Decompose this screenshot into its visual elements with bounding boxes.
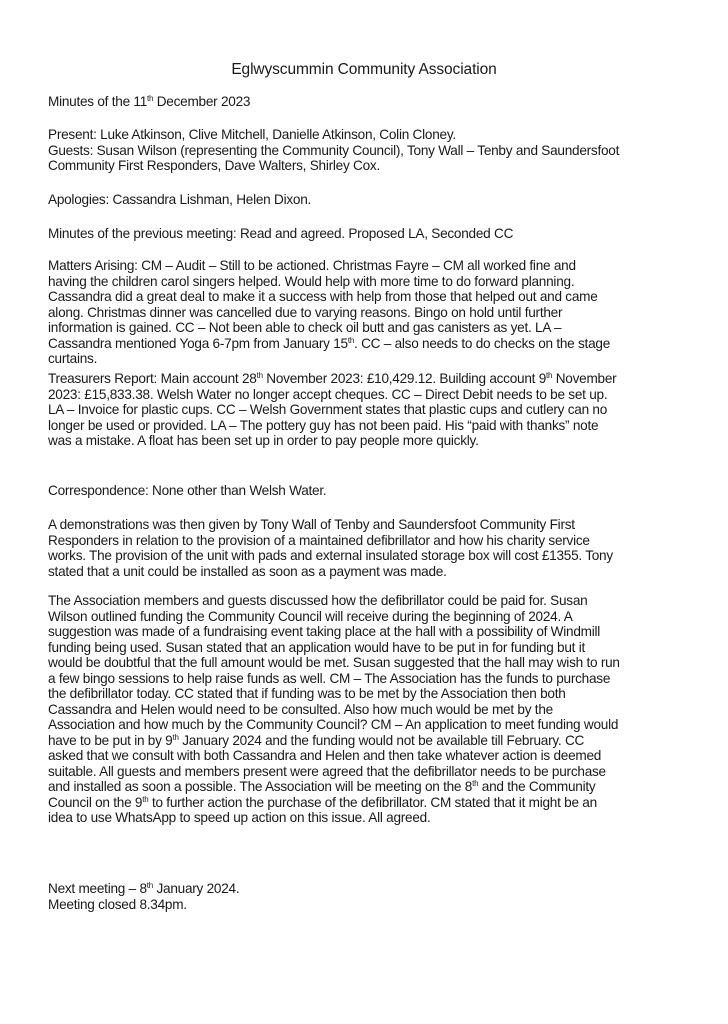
minutes-date-text: Minutes of the 11 [48, 94, 148, 109]
ordinal-suffix: th [347, 335, 355, 345]
paragraph-line: LA – Invoice for plastic cups. CC – Welsh Government states that plastic cups and cutlery can no [48, 402, 608, 417]
paragraph-line: would be doubtful that the full amount would be met. Susan suggested that the hall may wish to run [48, 655, 620, 670]
text: January 2024 and the funding would not be available till February. CC [178, 732, 585, 748]
paragraph-line: 2023: £15,833.38. Welsh Water no longer accept cheques. CC – Direct Debit needs to be set up. [48, 386, 608, 402]
text: have to be put in by 9 [48, 732, 173, 748]
previous-minutes-line: Minutes of the previous meeting: Read and agreed. Proposed LA, Seconded CC [48, 226, 514, 241]
demonstration-section [48, 517, 693, 579]
text: Cassandra mentioned Yoga 6-7pm from January 15 [48, 335, 348, 351]
paragraph-line: Matters Arising: CM – Audit – Still to be actioned. Christmas Fayre – CM all worked fine and [48, 258, 576, 273]
text: and installed as soon a possible. The Association will be meeting on the 8 [48, 779, 473, 794]
apologies-line: Apologies: Cassandra Lishman, Helen Dixon. [48, 192, 312, 207]
ordinal-suffix: th [546, 371, 553, 380]
paragraph-line: works. The provision of the unit with pads and external insulated storage box will cost £1355. Tony [48, 548, 613, 563]
ordinal-suffix: th [142, 794, 149, 804]
paragraph-line: longer be used or provided. LA – The pottery guy has not been paid. His “paid with thanks” note [48, 417, 599, 433]
paragraph-line: Association and how much by the Community Council? CM – An application to meet funding would [48, 717, 619, 732]
paragraph-line: The Association members and guests discussed how the defibrillator could be paid for. Susan [48, 593, 588, 608]
paragraph-line: information is gained. CC – Not been able to check oil butt and gas canisters as yet. LA – [48, 320, 562, 335]
paragraph-line: Cassandra and Helen would need to be consulted. Also how much would be met by the [48, 701, 553, 717]
present-line: Present: Luke Atkinson, Clive Mitchell, Danielle Atkinson, Colin Cloney. [48, 127, 456, 142]
text: Council on the 9 [48, 794, 143, 810]
minutes-date-text: December 2023 [153, 94, 251, 109]
paragraph-line [48, 733, 693, 749]
text: Treasurers Report: Main account 28 [48, 371, 257, 386]
paragraph-line: curtains. [48, 351, 98, 366]
paragraph-line: Cassandra did a great deal to make it a success with help from those that helped out and came [48, 289, 598, 304]
meeting-closed-line: Meeting closed 8.34pm. [48, 896, 187, 912]
paragraph-line [48, 371, 693, 387]
text: Next meeting – 8 [48, 881, 147, 896]
text: November [552, 371, 617, 386]
paragraph-line [48, 779, 693, 795]
ordinal-suffix: th [172, 732, 179, 742]
paragraph-line [48, 795, 693, 811]
paragraph-line: suggestion was made of a fundraising event taking place at the hall with a possibility of Windmill [48, 624, 601, 639]
matters-arising-section [48, 258, 693, 367]
paragraph-line: Wilson outlined funding the Community Council will receive during the beginning of 2024. A [48, 608, 573, 624]
paragraph-line: the defibrillator today. CC stated that if funding was to be met by the Association then both [48, 686, 566, 701]
paragraph-line: along. Christmas dinner was cancelled due to varying reasons. Bingo on hold until further [48, 304, 563, 320]
text: November 2023: £10,429.12. Building account 9 [262, 371, 547, 386]
text: and the Community [478, 779, 596, 794]
paragraph-line: asked that we consult with both Cassandra and Helen and then take whatever action is deemed [48, 748, 602, 763]
minutes-date [48, 94, 693, 110]
attendees-section [48, 127, 693, 174]
guests-line: Guests: Susan Wilson (representing the Community Council), Tony Wall – Tenby and Saundersfoot [48, 142, 620, 158]
treasurers-report-section [48, 371, 693, 449]
paragraph-line: a few bingo sessions to help raise funds as well. CM – The Association has the funds to purchase [48, 670, 611, 686]
next-meeting-line [48, 881, 693, 897]
guests-line: Community First Responders, Dave Walters, Shirley Cox. [48, 158, 380, 173]
document-title: Eglwyscummin Community Association [231, 61, 497, 78]
paragraph-line: was a mistake. A float has been set up in order to pay people more quickly. [48, 433, 479, 448]
ordinal-suffix: th [256, 371, 263, 380]
correspondence-line: Correspondence: None other than Welsh Water. [48, 483, 327, 498]
paragraph-line: funding being used. Susan stated that an application would have to be put in for funding but it [48, 639, 586, 655]
closing-section [48, 881, 693, 912]
paragraph-line [48, 336, 693, 352]
paragraph-line: Responders in relation to the provision of a maintained defibrillator and how his charity service [48, 532, 590, 548]
text: to further action the purchase of the defibrillator. CM stated that it might be an [148, 794, 597, 810]
ordinal-suffix: th [147, 94, 154, 103]
paragraph-line: stated that a unit could be installed as soon as a payment was made. [48, 563, 447, 579]
paragraph-line: suitable. All guests and members present were agreed that the defibrillator needs to be purchase [48, 763, 606, 779]
discussion-section [48, 593, 693, 826]
text: . CC – also needs to do checks on the stage [354, 335, 611, 351]
ordinal-suffix: th [146, 881, 153, 890]
paragraph-line: having the children carol singers helped. Would help with more time to do forward planning. [48, 273, 575, 289]
text: January 2024. [152, 881, 240, 896]
ordinal-suffix: th [472, 779, 479, 788]
paragraph-line: A demonstrations was then given by Tony Wall of Tenby and Saundersfoot Community First [48, 517, 575, 532]
paragraph-line: idea to use WhatsApp to speed up action on this issue. All agreed. [48, 810, 431, 825]
